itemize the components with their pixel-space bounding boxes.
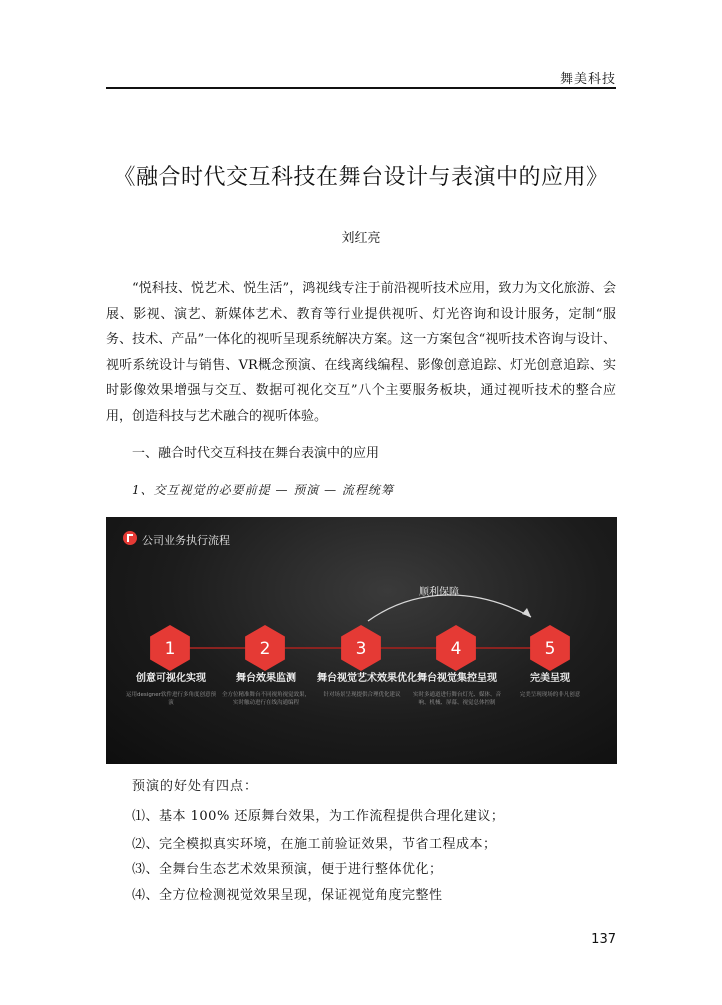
flow-arrow-label: 顺利保障 (419, 587, 459, 598)
step-number: 4 (450, 639, 462, 659)
workflow-step (221, 669, 311, 707)
flow-arrow (368, 595, 531, 621)
figure-title: 公司业务执行流程 (142, 534, 230, 547)
article-title: 《融合时代交互科技在舞台设计与表演中的应用》 (113, 165, 609, 190)
step-label: 舞台效果监测 (236, 673, 296, 684)
subsection-heading: 1、交互视觉的必要前提 — 预演 — 流程统筹 (132, 483, 394, 497)
step-number: 5 (544, 639, 556, 659)
running-header: 舞美科技 (559, 72, 616, 87)
workflow-step (412, 669, 502, 707)
step-number: 3 (355, 639, 367, 659)
header-rule (106, 87, 616, 89)
step-description: 完美呈现现场的非凡创意 (519, 692, 581, 698)
article-author: 刘红亮 (341, 231, 381, 246)
step-label: 创意可视化实现 (136, 673, 206, 684)
page-number: 137 (591, 932, 616, 947)
company-logo-icon (123, 531, 137, 545)
step-description: 实时多通道进行舞台灯光、媒体、音响、机械、屏幕、视觉总体控制 (412, 692, 501, 706)
step-number: 2 (259, 639, 271, 659)
benefits-intro: 预演的好处有四点： (132, 779, 259, 794)
step-description: 针对场景呈现提供合理优化建议 (323, 692, 401, 698)
flow-arrowhead (522, 608, 531, 617)
workflow-graphic (106, 517, 617, 764)
workflow-step (126, 669, 216, 707)
workflow-step (317, 669, 417, 699)
workflow-step (505, 669, 595, 699)
workflow-figure (106, 517, 617, 764)
step-description: 全方位精准舞台不同视角视觉效果，实时触动进行在线沟通编程 (221, 692, 310, 706)
step-number: 1 (164, 639, 176, 659)
intro-paragraph: “悦科技、悦艺术、悦生活”，鸿视线专注于前沿视听技术应用，致力为文化旅游、会展、影视、演艺、新媒体艺术、教育等行业提供视听、灯光咨询和设计服务，定制“服务、技术、产品”一体化的视听呈现系统解决方案。这一方案包含“视听技术咨询与设计、视听系统设计与销售、VR概念预演、在线离线编程、影像创意追踪、灯光创意追踪、实时影像效果增强与交互、数据可视化交互”八个主要服务板块，通过视听技术的整合应用，创造科技与艺术融合的视听体验。 (106, 281, 616, 424)
benefit-item: ⑶、全舞台生态艺术效果预演，便于进行整体优化； (132, 862, 443, 877)
step-description: 运用designer软件进行多角度创意预演 (126, 692, 216, 706)
step-label: 舞台视觉艺术效果优化 (317, 673, 417, 684)
section-heading: 一、融合时代交互科技在舞台表演中的应用 (132, 446, 380, 461)
step-label: 舞台视觉集控呈现 (417, 673, 497, 684)
step-label: 完美呈现 (530, 673, 570, 684)
benefit-item: ⑷、全方位检测视觉效果呈现，保证视觉角度完整性 (132, 888, 443, 903)
benefit-item: ⑵、完全模拟真实环境，在施工前验证效果，节省工程成本； (132, 837, 497, 852)
benefit-item: ⑴、基本 100% 还原舞台效果，为工作流程提供合理化建议； (132, 809, 505, 824)
